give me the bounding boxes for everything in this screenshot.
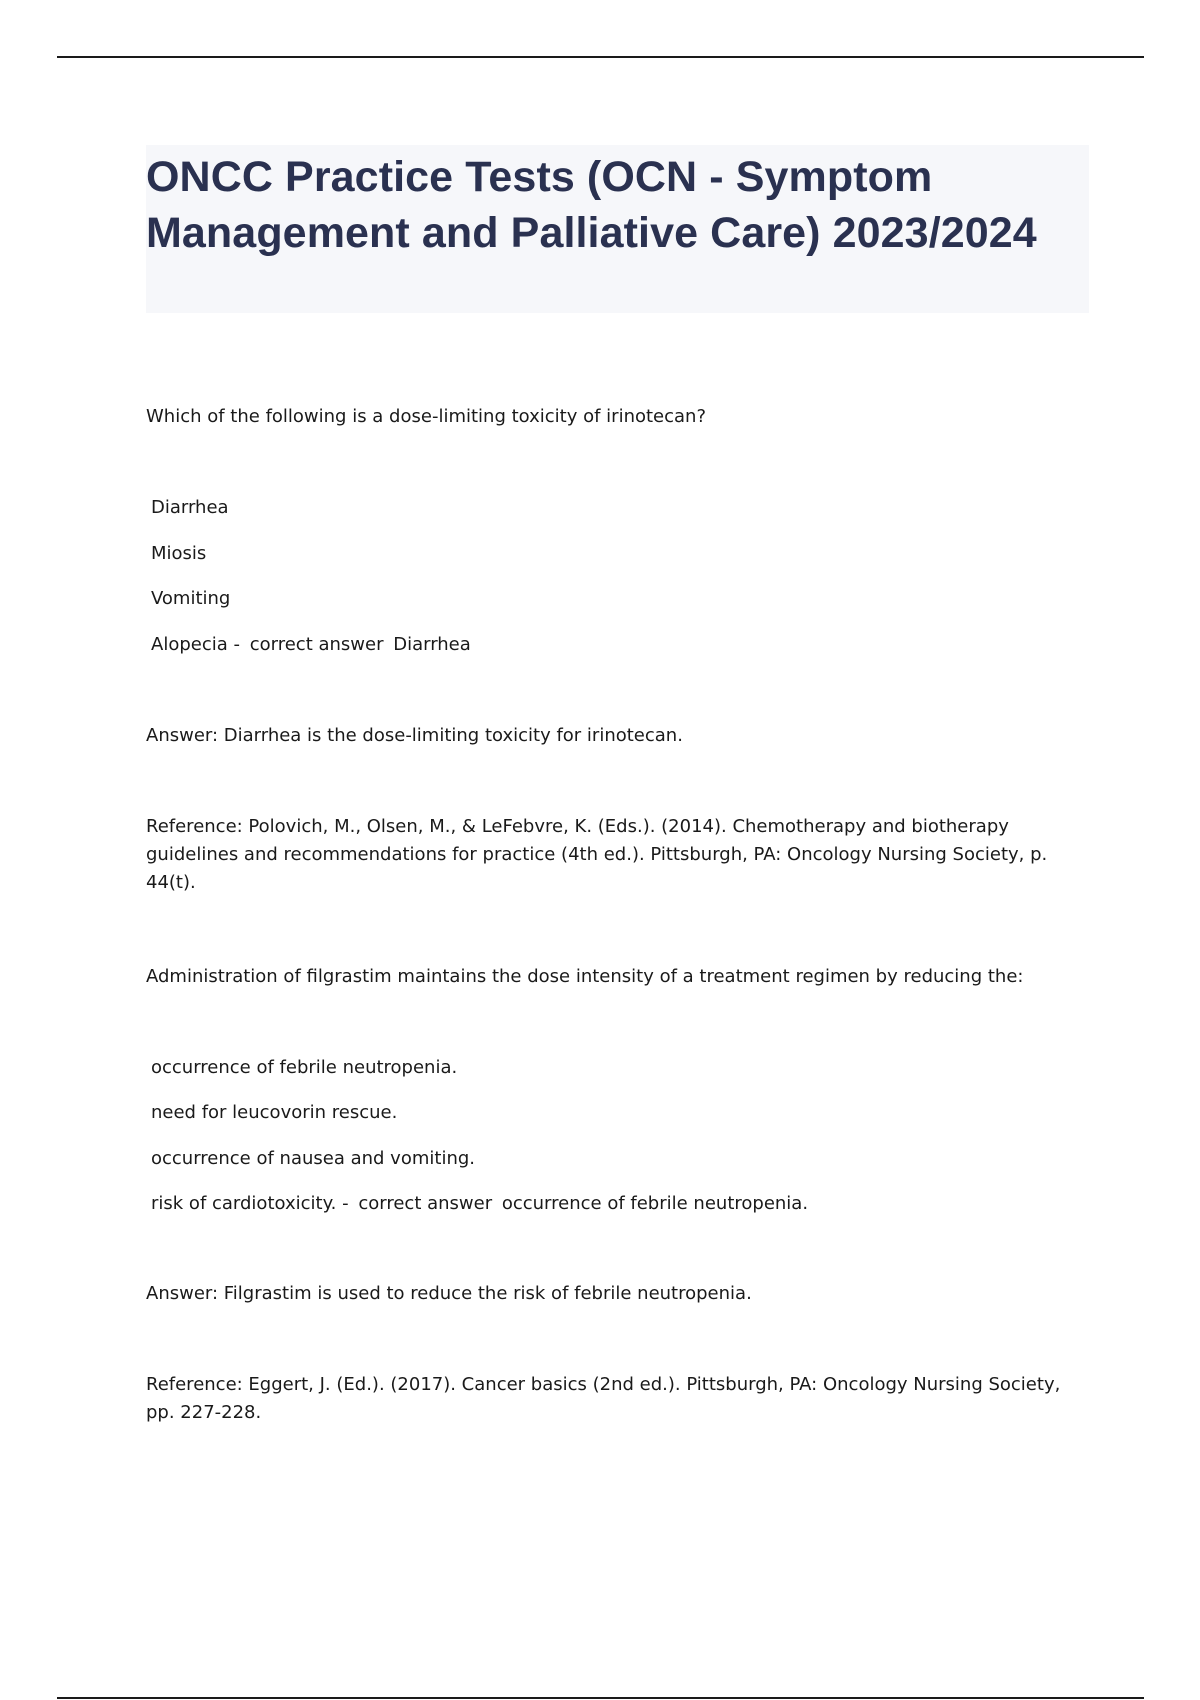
question-2-option-4-line [151,1190,808,1218]
question-2-answer: Answer: Filgrastim is used to reduce the risk of febrile neutropenia. [146,1283,752,1304]
question-1-answer: Answer: Diarrhea is the dose-limiting toxicity for irinotecan. [146,725,683,746]
top-rule [57,56,1144,58]
question-1-reference: Reference: Polovich, M., Olsen, M., & LeFebvre, K. (Eds.). (2014). Chemotherapy and biotherapy guidelines and recommendations for practice (4th ed.). Pittsburgh, PA: Oncology Nursing Society, p. 44(t). [146,816,1048,893]
question-1-option-2: Miosis [151,543,207,564]
bottom-rule [57,1697,1144,1699]
question-2-option-3: occurrence of nausea and vomiting. [151,1148,475,1169]
question-2-option-1: occurrence of febrile neutropenia. [151,1057,458,1078]
question-1-stem: Which of the following is a dose-limiting toxicity of irinotecan? [146,406,707,427]
question-2-option-2: need for leucovorin rescue. [151,1102,398,1123]
question-2-correct-answer: occurrence of febrile neutropenia. [501,1193,809,1214]
question-1-option-3: Vomiting [151,588,231,609]
question-1-correct-label: correct answer [249,634,384,655]
question-2-stem: Administration of filgrastim maintains the dose intensity of a treatment regimen by reducing the: [146,966,1024,987]
question-2-reference: Reference: Eggert, J. (Ed.). (2017). Cancer basics (2nd ed.). Pittsburgh, PA: Oncology Nursing Society, pp. 227-228. [146,1374,1061,1423]
question-1-option-4: Alopecia - [151,634,240,655]
question-1-correct-answer: Diarrhea [393,634,471,655]
question-1-option-4-line [151,631,471,659]
question-2-option-4: risk of cardiotoxicity. - [151,1193,349,1214]
title-banner [146,145,1089,313]
question-1-option-1: Diarrhea [151,497,229,518]
question-2-correct-label: correct answer [358,1193,493,1214]
document-title: ONCC Practice Tests (OCN - Symptom Management and Palliative Care) 2023/2024 [146,153,1037,257]
